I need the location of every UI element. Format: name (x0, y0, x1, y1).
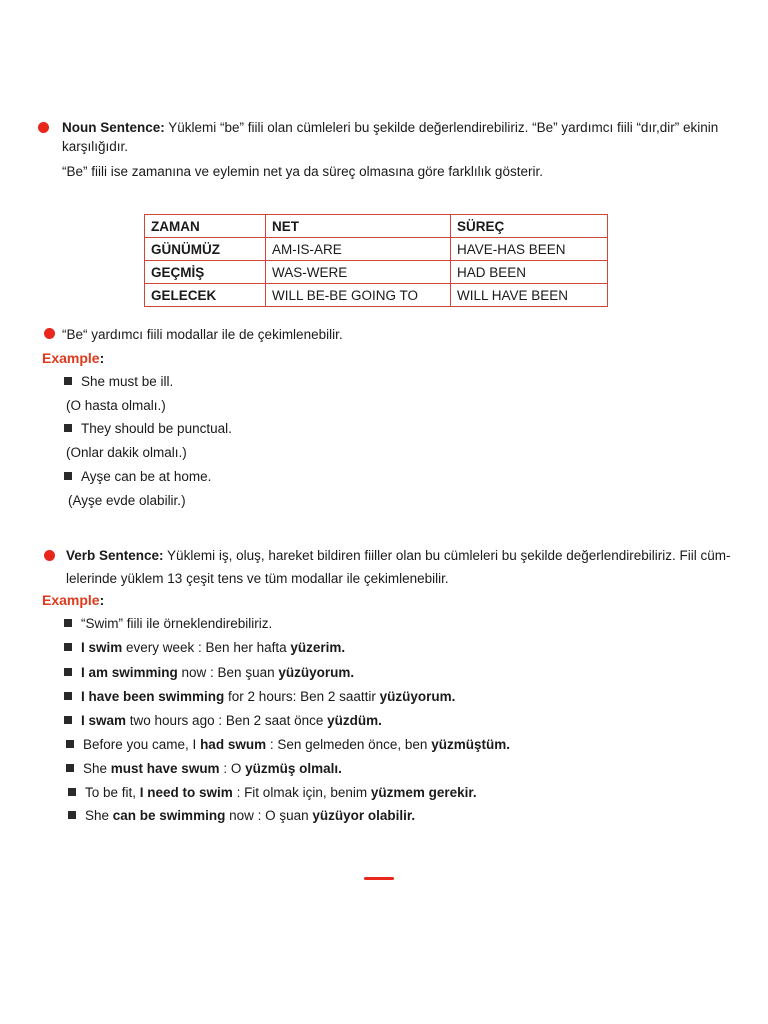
verb-sentence-line1: Verb Sentence: Yüklemi iş, oluş, hareket bildiren fiiller olan bu cümleleri bu şekilde değerlendirebiliriz. Fiil cüm- (66, 548, 731, 563)
bold-text: yüzüyor olabilir. (312, 808, 416, 823)
square-bullet-icon (64, 424, 72, 432)
verb-sentence-line2: lelerinde yüklem 13 çeşit tens ve tüm modallar ile çekimlenebilir. (66, 571, 449, 586)
table-header-cell: NET (266, 215, 451, 238)
list-item (68, 808, 415, 824)
text: : Fit olmak için, benim (232, 785, 371, 800)
text: for 2 hours: Ben 2 saattir (224, 689, 380, 704)
square-bullet-icon (64, 692, 72, 700)
example-label: Example: (42, 592, 105, 608)
bold-text: yüzmem gerekir. (370, 785, 477, 800)
list-item-translation: (O hasta olmalı.) (66, 398, 166, 413)
bold-text: can be swimming (112, 808, 226, 823)
list-item (64, 616, 272, 632)
red-mark-decoration (364, 877, 394, 880)
red-bullet-icon (38, 122, 49, 133)
list-item-translation: (Ayşe evde olabilir.) (68, 493, 186, 508)
square-bullet-icon (64, 716, 72, 724)
table-cell: GÜNÜMÜZ (145, 238, 266, 261)
square-bullet-icon (64, 668, 72, 676)
bold-text: I am swimming (81, 665, 178, 680)
list-item: She must be ill. (64, 374, 173, 390)
list-item (64, 689, 455, 705)
table-row (145, 238, 608, 261)
bold-text: must have swum (110, 761, 220, 776)
noun-sentence-line2: karşılığıdır. (62, 139, 129, 154)
bold-text: I have been swimming (81, 689, 225, 704)
text: every week : Ben her hafta (122, 640, 291, 655)
red-bullet-icon (44, 328, 55, 339)
list-item (66, 737, 510, 753)
bold-text: yüzmüştüm. (431, 737, 510, 752)
bold-text: yüzerim. (290, 640, 346, 655)
table-cell: GELECEK (145, 284, 266, 307)
square-bullet-icon (66, 764, 74, 772)
text: Before you came, I (83, 737, 201, 752)
text: She (85, 808, 113, 823)
list-item (64, 665, 354, 681)
list-item (64, 640, 345, 656)
list-item (68, 785, 477, 801)
table-cell: HAVE-HAS BEEN (451, 238, 608, 261)
verb-sentence-title: Verb Sentence: (66, 548, 164, 563)
tense-table (144, 214, 608, 307)
bold-text: yüzmüş olmalı. (245, 761, 342, 776)
square-bullet-icon (64, 472, 72, 480)
bold-text: yüzüyorum. (379, 689, 456, 704)
list-item (66, 761, 342, 777)
square-bullet-icon (68, 788, 76, 796)
text: : O (219, 761, 246, 776)
square-bullet-icon (66, 740, 74, 748)
square-bullet-icon (64, 619, 72, 627)
table-cell: WILL BE-BE GOING TO (266, 284, 451, 307)
list-item-translation: (Onlar dakik olmalı.) (66, 445, 187, 460)
text: now : Ben şuan (177, 665, 279, 680)
square-bullet-icon (64, 643, 72, 651)
text: now : O şuan (225, 808, 313, 823)
bold-text: yüzüyorum. (278, 665, 355, 680)
text: : Sen gelmeden önce, ben (266, 737, 432, 752)
be-modals-text: “Be“ yardımcı fiili modallar ile de çekimlenebilir. (62, 327, 343, 342)
table-row (145, 284, 608, 307)
bold-text: I need to swim (139, 785, 233, 800)
bold-text: had swum (200, 737, 267, 752)
bold-text: yüzdüm. (327, 713, 382, 728)
table-header-cell: SÜREÇ (451, 215, 608, 238)
table-cell: WAS-WERE (266, 261, 451, 284)
noun-sentence-line3: “Be” fiili ise zamanına ve eylemin net ya da süreç olmasına göre farklılık gösterir. (62, 164, 543, 179)
noun-sentence-line1: Noun Sentence: Yüklemi “be” fiili olan cümleleri bu şekilde değerlendirebiliriz. “Be” yardımcı fiili “dır,dir” ekinin (62, 120, 719, 135)
list-item: They should be punctual. (64, 421, 232, 437)
square-bullet-icon (68, 811, 76, 819)
bold-text: I swim (81, 640, 123, 655)
table-header-cell: ZAMAN (145, 215, 266, 238)
text: “Swim” fiili ile örneklendirebiliriz. (81, 616, 273, 631)
text: To be fit, (85, 785, 140, 800)
text: She (83, 761, 111, 776)
text: two hours ago : Ben 2 saat önce (126, 713, 328, 728)
table-cell: WILL HAVE BEEN (451, 284, 608, 307)
bold-text: I swam (81, 713, 127, 728)
list-item: Ayşe can be at home. (64, 469, 211, 485)
red-bullet-icon (44, 550, 55, 561)
table-cell: HAD BEEN (451, 261, 608, 284)
table-cell: GEÇMİŞ (145, 261, 266, 284)
noun-sentence-title: Noun Sentence: (62, 120, 165, 135)
list-item (64, 713, 382, 729)
table-cell: AM-IS-ARE (266, 238, 451, 261)
square-bullet-icon (64, 377, 72, 385)
example-label: Example: (42, 350, 105, 366)
table-row (145, 261, 608, 284)
table-header-row (145, 215, 608, 238)
